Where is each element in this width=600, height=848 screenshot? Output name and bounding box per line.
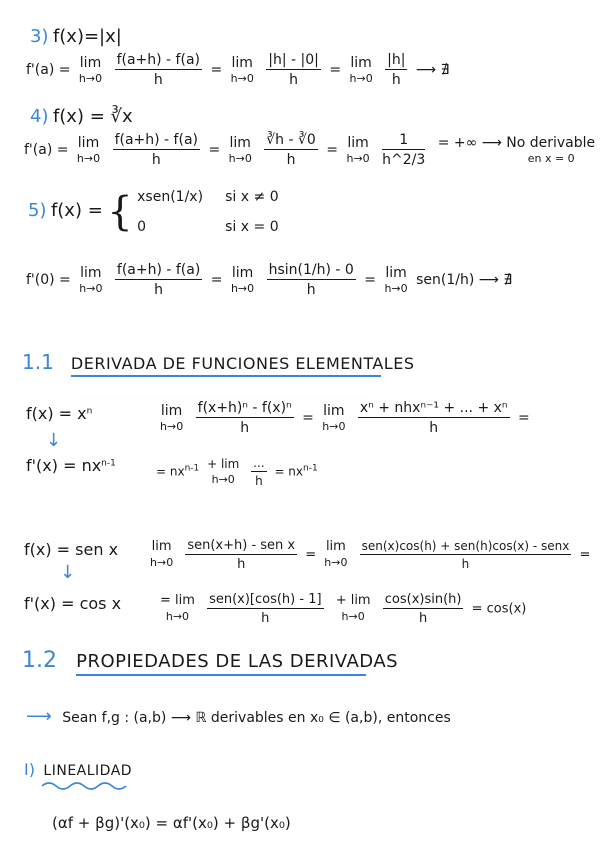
power-frac-1: $\frac{\text{f(x+h)ⁿ - f(x)ⁿ}}{h}$ — [197, 400, 292, 436]
section-1-1-heading — [22, 350, 415, 377]
piecewise-cases: xsen(1/x) si x ≠ 0 0 si x = 0 — [137, 189, 279, 235]
ex5-frac-1: $\frac{f(a+h) - f(a)}{h}$ — [116, 262, 201, 298]
sine-frac-1: $\frac{\text{sen(x+h) - sen x}}{h}$ — [187, 538, 296, 572]
ex3-lhs: f'(a) = — [26, 62, 75, 78]
ex4-derivation: f'(a) = lim h→0 $\frac{f(a+h) - f(a)}{h}$ = lim h→0 $\frac{∛h - ∛0}{h}$ = lim h→0 $\frac{1}{h\^{}2/3}$ = +∞ ⟶ No derivable en x = 0 — [24, 132, 596, 168]
ex4-lim-1: lim h→0 — [76, 134, 101, 165]
sine-derivative: f'(x) = cos x — [24, 594, 122, 613]
sine-arrow-down-icon: ↓ — [60, 562, 76, 583]
power-function: $f(x) = x^n$ — [26, 404, 93, 423]
ex4-frac-2: $\frac{∛h - ∛0}{h}$ — [266, 132, 316, 168]
ex5-sen: sen(1/h) ⟶ ∄ — [416, 272, 513, 288]
linealidad-title: LINEALIDAD — [43, 763, 133, 779]
ex3-frac-3: $\frac{|h|}{h}$ — [387, 52, 406, 88]
ex3-lim-1: lim h→0 — [78, 54, 103, 85]
ex3-frac-2: $\frac{|h| - |0|}{h}$ — [268, 52, 319, 88]
power-derivative: $f'(x) = nx^{n-1}$ — [26, 456, 116, 475]
sine-function: f(x) = sen x — [24, 540, 119, 559]
sine-derivation-line-2: = lim h→0 $\frac{\text{sen(x)[cos(h) - 1]}}{h}$ + lim h→0 $\frac{\cos(x)\sin(h)}{h}$ = cos(x) — [160, 592, 527, 626]
section-1-1-number: 1.1 — [22, 350, 54, 374]
sean-line — [26, 706, 451, 727]
ex5-frac-2: $\frac{hsin(1/h) - 0}{h}$ — [268, 262, 354, 298]
ex4-title-row — [30, 106, 133, 127]
ex5-lim-3: lim h→0 — [384, 264, 408, 295]
ex4-title: f(x) = ∛x — [52, 106, 133, 127]
ex4-frac-1: $\frac{f(a+h) - f(a)}{h}$ — [114, 132, 198, 168]
sean-arrow-icon: ⟶ — [26, 706, 52, 727]
ex4-tail: = +∞ ⟶ No derivable en x = 0 — [437, 134, 596, 165]
sine-derivation-line-1: lim h→0 $\frac{\text{sen(x+h) - sen x}}{h}$ = lim h→0 $\frac{\text{sen(x)cos(h) + sen(h)cos(x) - senx}}{h}$ = — [150, 538, 591, 572]
power-frac-2: $\frac{\text{xⁿ + nhxⁿ⁻¹ + ... + xⁿ}}{h}$ — [359, 400, 508, 436]
ex4-lim-2: lim h→0 — [228, 134, 252, 165]
section-1-1-title: DERIVADA DE FUNCIONES ELEMENTALES — [71, 354, 381, 377]
ex3-tail: ⟶ ∄ — [415, 62, 450, 78]
ex4-lim-3: lim h→0 — [346, 134, 370, 165]
ex5-lhs: f'(0) = — [26, 272, 76, 288]
ex3-title-row — [30, 26, 122, 47]
ex5-derivation: f'(0) = lim h→0 $\frac{f(a+h) - f(a)}{h}$ = lim h→0 $\frac{hsin(1/h) - 0}{h}$ = lim h→0 sen(1/h) ⟶ ∄ — [26, 262, 513, 298]
linealidad-underline-wave — [40, 780, 130, 792]
ex5-lim-1: lim h→0 — [79, 264, 103, 295]
linealidad-formula: (αf + βg)'(x₀) = αf'(x₀) + βg'(x₀) — [52, 814, 291, 832]
ex3-lim-3: lim h→0 — [349, 54, 373, 85]
ex5-definition — [28, 182, 279, 242]
power-arrow-down-icon: ↓ — [46, 430, 62, 451]
sine-frac-3: $\frac{\text{sen(x)[cos(h) - 1]}}{h}$ — [209, 592, 322, 626]
sine-frac-4: $\frac{\cos(x)\sin(h)}{h}$ — [384, 592, 462, 626]
section-1-2-heading — [22, 648, 399, 676]
ex3-number: 3) — [30, 26, 49, 47]
sine-frac-2: $\frac{\text{sen(x)cos(h) + sen(h)cos(x) - senx}}{h}$ — [361, 539, 570, 571]
ex5-title: f(x) = — [50, 200, 103, 221]
ex3-title: f(x)=|x| — [52, 26, 122, 47]
ex4-number: 4) — [30, 106, 49, 127]
ex3-derivation: f'(a) = lim h→0 $\frac{f(a+h) - f(a)}{h}$ = lim h→0 $\frac{|h| - |0|}{h}$ = lim h→0 $\frac{|h|}{h}$ ⟶ ∄ — [26, 52, 450, 88]
linealidad-heading — [24, 760, 132, 779]
linealidad-number: I) — [24, 760, 35, 779]
ex3-lim-2: lim h→0 — [230, 54, 254, 85]
power-derivation-line-2: = $nx^{n-1} + \lim$ h→0 $\frac{...}{h}$ = $nx^{n-1}$ — [156, 456, 318, 488]
sean-text: Sean f,g : (a,b) ⟶ ℝ derivables en x₀ ∈ (a,b), entonces — [62, 710, 451, 726]
ex4-frac-3: $\frac{1}{h\^{}2/3}$ — [382, 132, 426, 168]
ex5-lim-2: lim h→0 — [230, 264, 255, 295]
power-derivation-line-1: lim h→0 $\frac{\text{f(x+h)ⁿ - f(x)ⁿ}}{h}$ = lim h→0 $\frac{\text{xⁿ + nhxⁿ⁻¹ + ... + xⁿ}}{h}$ = — [160, 400, 530, 436]
piecewise-brace: { — [107, 189, 133, 235]
section-1-2-title: PROPIEDADES DE LAS DERIVADAS — [76, 651, 366, 676]
ex3-frac-1: $\frac{f(a+h) - f(a)}{h}$ — [116, 52, 200, 88]
ex4-lhs: f'(a) = — [24, 142, 73, 158]
section-1-2-number: 1.2 — [22, 648, 57, 673]
ex5-number: 5) — [28, 200, 47, 221]
